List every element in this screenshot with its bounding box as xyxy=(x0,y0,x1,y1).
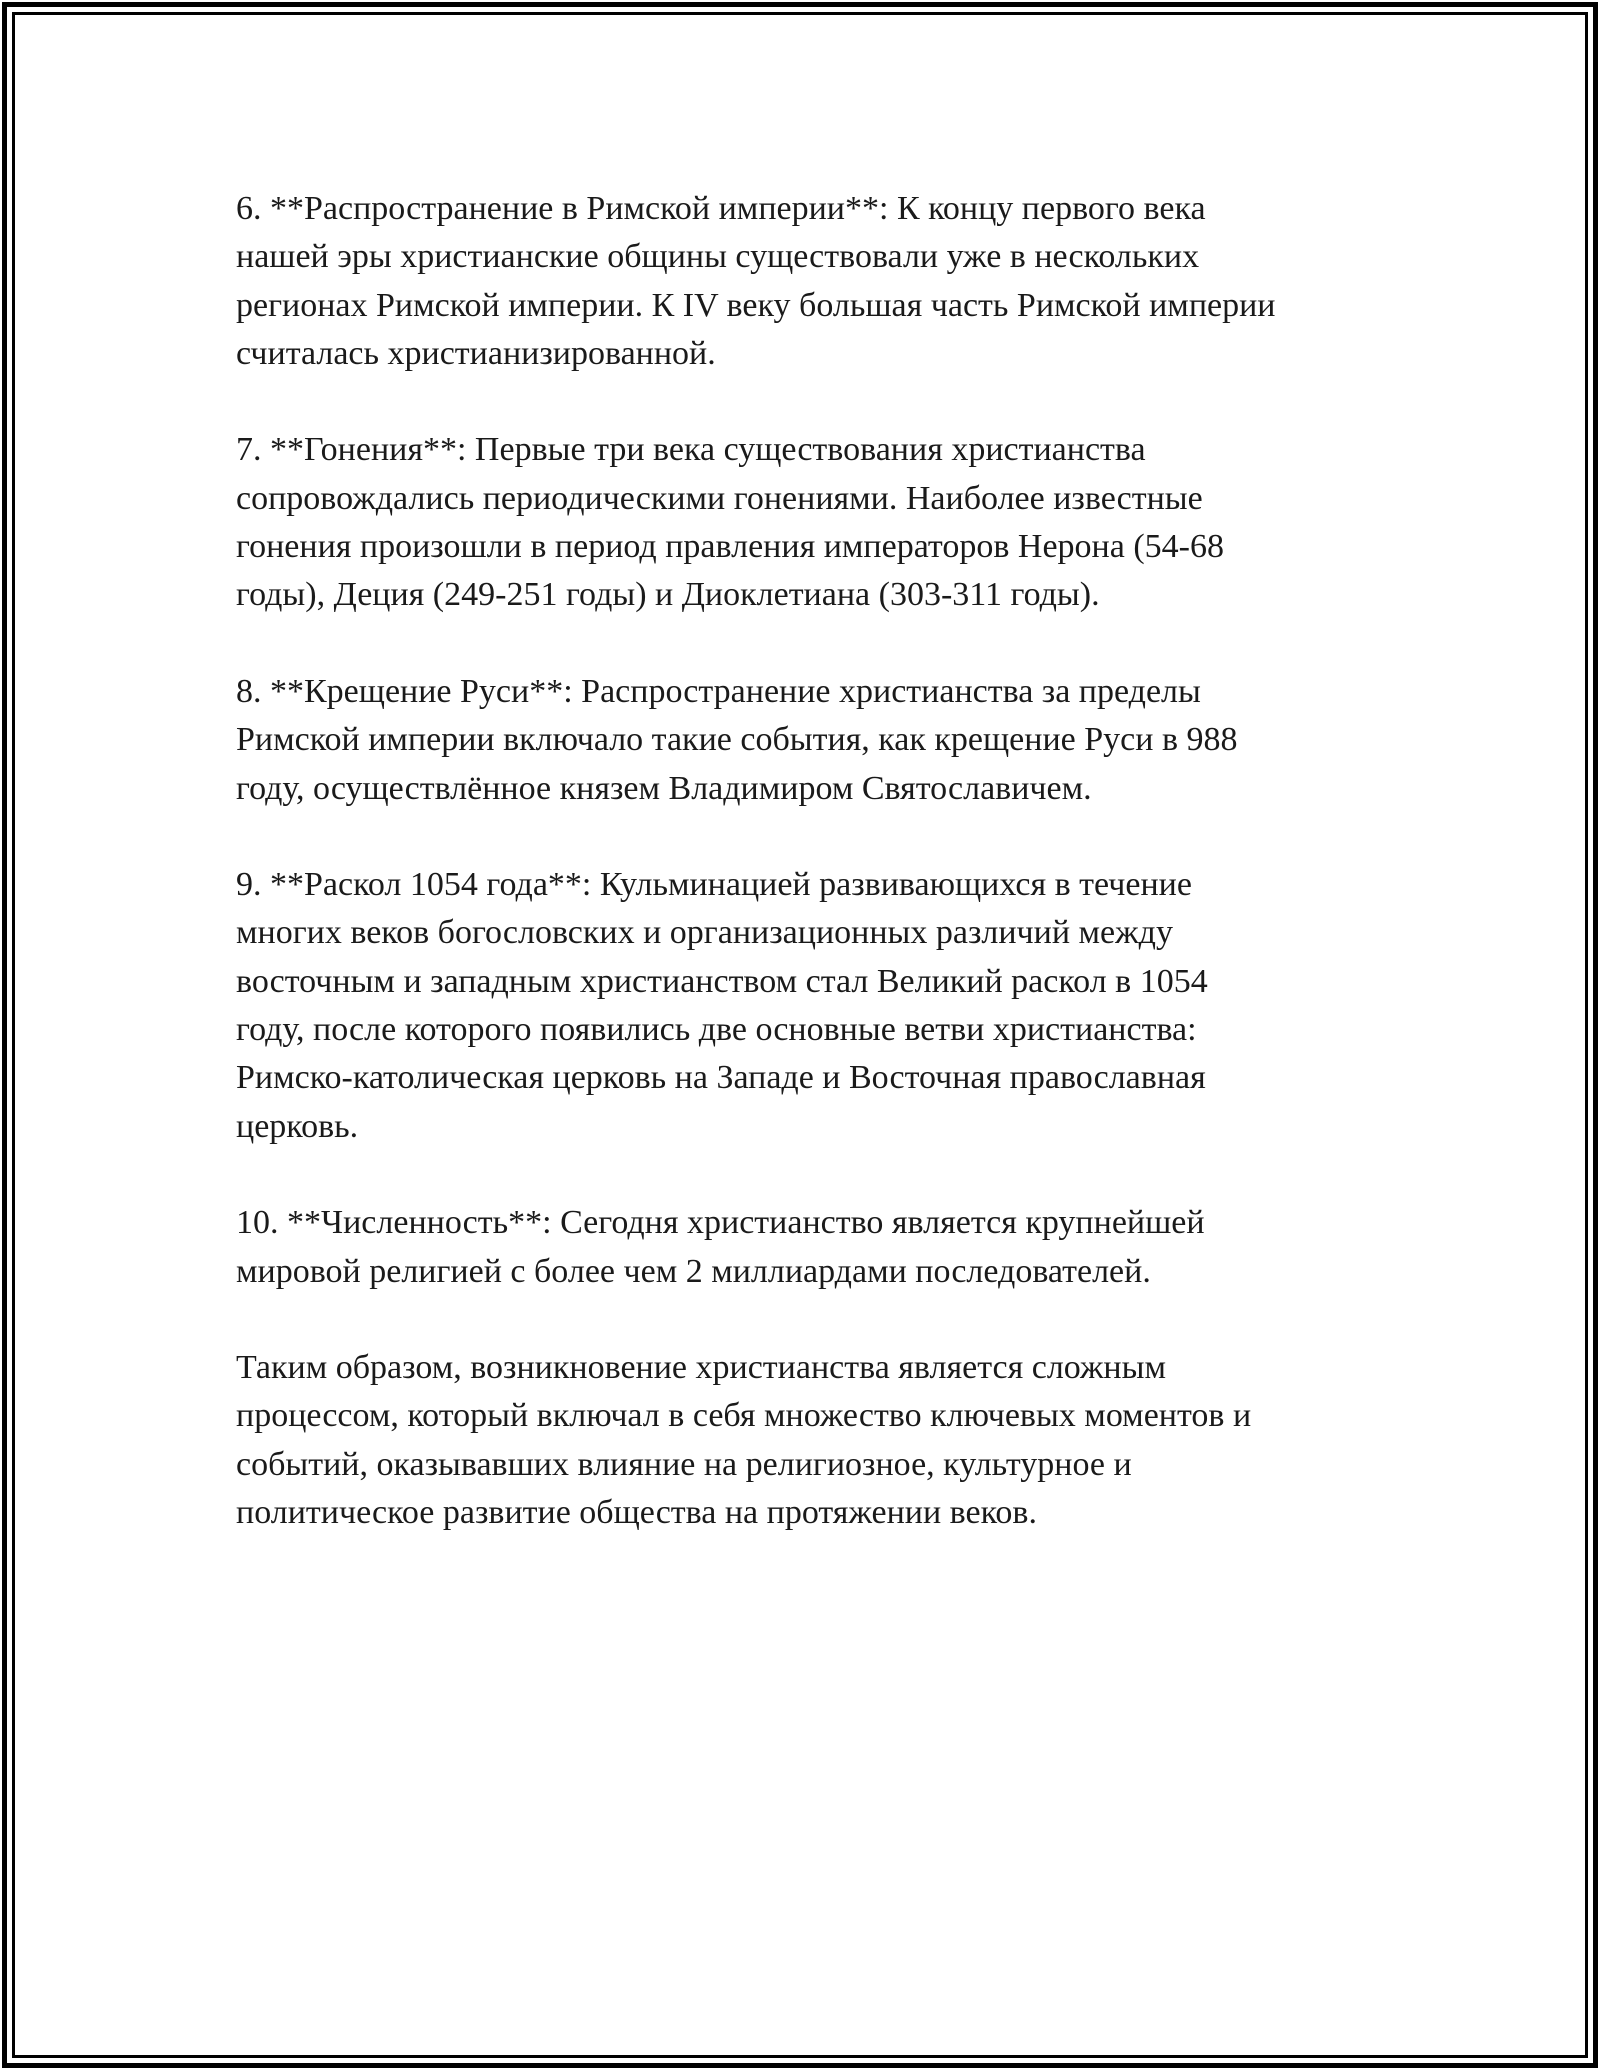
text-line: регионах Римской империи. К IV веку большая часть Римской империи xyxy=(236,286,1276,324)
text-line: 9. **Раскол 1054 года**: Кульминацией развивающихся в течение xyxy=(236,866,1192,904)
text-line: 7. **Гонения**: Первые три века существования христианства xyxy=(236,431,1146,469)
text-line: году, после которого появились две основные ветви христианства: xyxy=(236,1011,1197,1049)
text-line: году, осуществлённое князем Владимиром Святославичем. xyxy=(236,769,1092,807)
text-line: 6. **Распространение в Римской империи**: К концу первого века xyxy=(236,190,1206,227)
paragraph-roman-empire xyxy=(236,185,1386,378)
paragraph-persecutions xyxy=(236,426,1386,619)
paragraph-baptism-of-rus xyxy=(236,668,1386,813)
text-line: процессом, который включал в себя множество ключевых моментов и xyxy=(236,1397,1252,1435)
text-line: считалась христианизированной. xyxy=(236,334,716,372)
text-line: Римской империи включало такие события, как крещение Руси в 988 xyxy=(236,721,1238,759)
text-line: политическое развитие общества на протяжении веков. xyxy=(236,1494,1037,1532)
text-line: Таким образом, возникновение христианства является сложным xyxy=(236,1349,1166,1387)
text-line: 8. **Крещение Руси**: Распространение христианства за пределы xyxy=(236,672,1201,710)
text-line: восточным и западным христианством стал Великий раскол в 1054 xyxy=(236,962,1208,1000)
paragraph-great-schism xyxy=(236,861,1386,1151)
text-line: сопровождались периодическими гонениями. Наиболее известные xyxy=(236,479,1203,517)
text-line: Римско-католическая церковь на Западе и Восточная православная xyxy=(236,1059,1206,1097)
paragraph-conclusion xyxy=(236,1344,1386,1537)
text-line: гонения произошли в период правления императоров Нерона (54-68 xyxy=(236,528,1224,566)
text-line: годы), Деция (249-251 годы) и Диоклетиана (303-311 годы). xyxy=(236,576,1100,614)
text-line: событий, оказывавших влияние на религиозное, культурное и xyxy=(236,1445,1132,1483)
paragraph-population xyxy=(236,1199,1386,1296)
text-line: многих веков богословских и организационных различий между xyxy=(236,914,1173,952)
document-body xyxy=(236,185,1386,1586)
text-line: церковь. xyxy=(236,1107,359,1145)
text-line: 10. **Численность**: Сегодня христианство является крупнейшей xyxy=(236,1204,1205,1242)
text-line: нашей эры христианские общины существовали уже в нескольких xyxy=(236,238,1200,276)
text-line: мировой религией с более чем 2 миллиардами последователей. xyxy=(236,1252,1151,1290)
